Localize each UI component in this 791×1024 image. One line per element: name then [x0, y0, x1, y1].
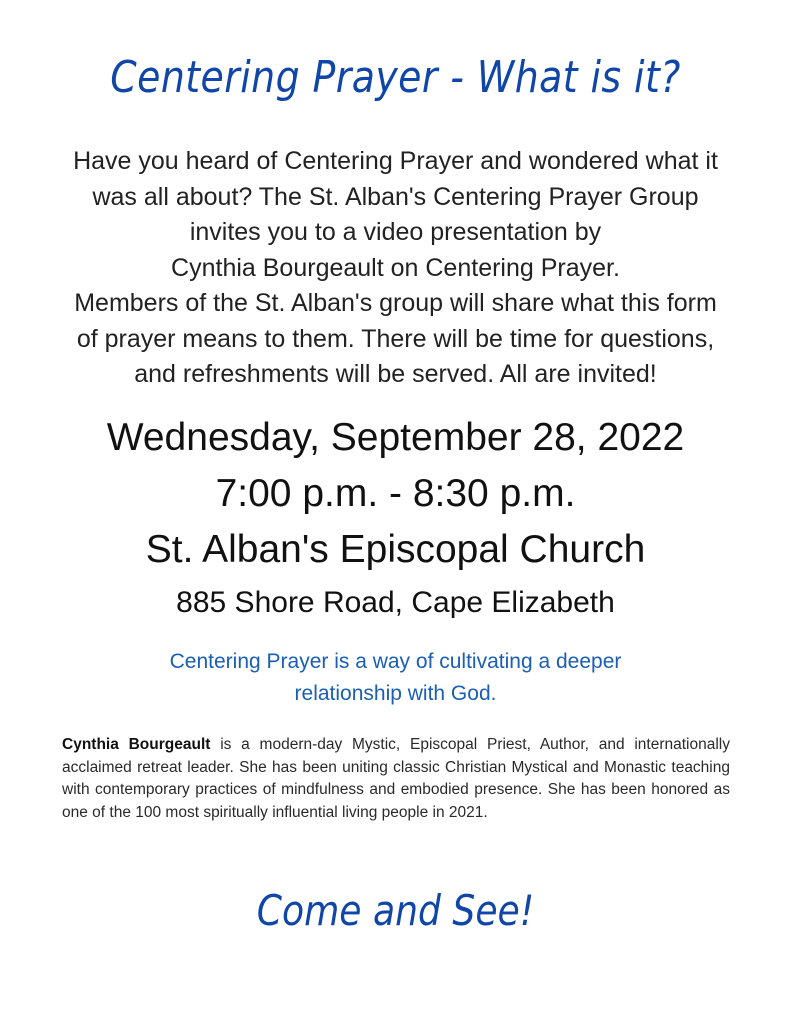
intro-paragraph: [40, 144, 751, 393]
intro-line: was all about? The St. Alban's Centering Prayer Group: [92, 182, 699, 211]
event-address: 885 Shore Road, Cape Elizabeth: [176, 586, 615, 619]
intro-line: and refreshments will be served. All are invited!: [134, 360, 657, 388]
flyer-title: Centering Prayer - What is it?: [110, 52, 681, 103]
closing-line: Come and See!: [256, 886, 535, 935]
speaker-bio: [62, 734, 730, 824]
speaker-name: Cynthia Bourgeault: [62, 736, 211, 753]
tagline-line: relationship with God.: [294, 682, 497, 705]
event-time: 7:00 p.m. - 8:30 p.m.: [215, 472, 576, 515]
event-date: Wednesday, September 28, 2022: [106, 416, 685, 459]
intro-line: invites you to a video presentation by: [189, 218, 602, 246]
intro-line: Have you heard of Centering Prayer and wondered what it: [73, 147, 718, 175]
intro-line: Members of the St. Alban's group will share what this form: [74, 289, 717, 317]
tagline: [80, 646, 711, 710]
speaker-bio-text: is a modern-day Mystic, Episcopal Priest, Author, and internationally acclaimed retreat leader. She has been uniting classic Christian Mystical and Monastic teaching with contemporary practices of mindfulness and embodied presence. She has been honored as one of the 100 most spiritually influential living people in 2021.: [62, 736, 730, 821]
tagline-line: Centering Prayer is a way of cultivating a deeper: [169, 650, 622, 673]
intro-line: of prayer means to them. There will be time for questions,: [76, 324, 715, 353]
event-venue: St. Alban's Episcopal Church: [145, 528, 646, 571]
intro-line: Cynthia Bourgeault on Centering Prayer.: [171, 253, 620, 282]
